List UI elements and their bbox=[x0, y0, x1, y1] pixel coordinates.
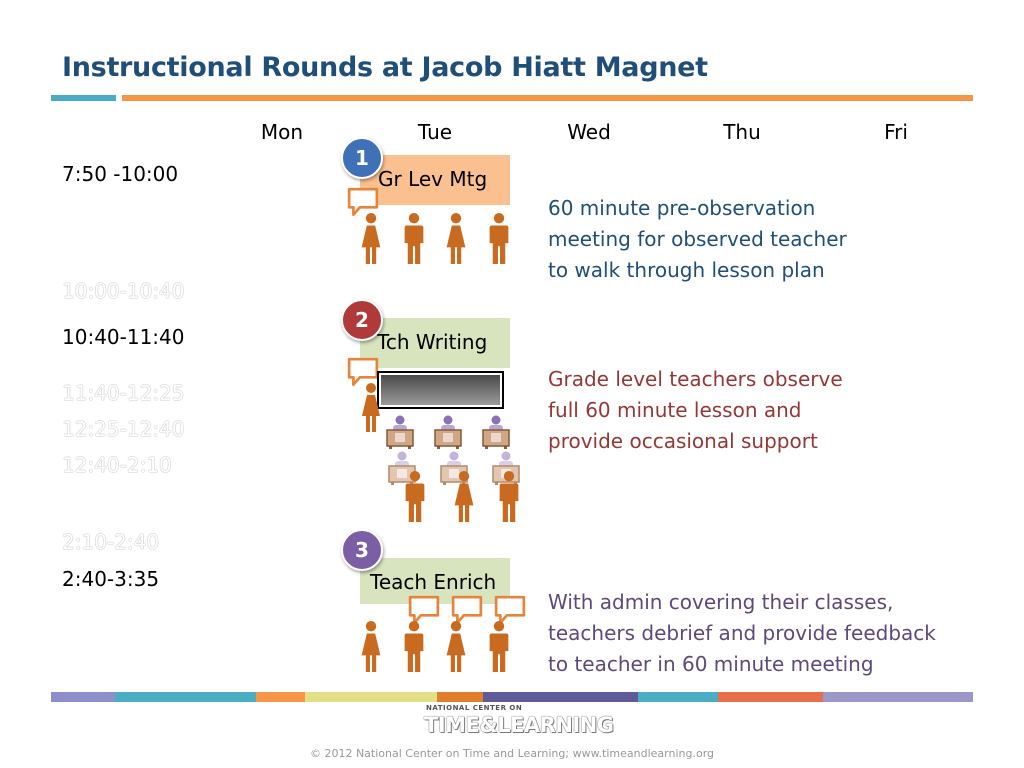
speech-bubble-icon bbox=[349, 359, 377, 385]
student-icon bbox=[483, 416, 509, 450]
logo-subtitle: NATIONAL CENTER ON bbox=[426, 704, 523, 712]
ntl-logo bbox=[424, 704, 614, 742]
footer-bar-segment bbox=[437, 692, 483, 702]
footer-bar-segment bbox=[115, 692, 256, 702]
footer-bar-segment bbox=[823, 692, 973, 702]
step-badge-3: 3 bbox=[341, 529, 383, 571]
copyright-notice: © 2012 National Center on Time and Learning; www.timeandlearning.org bbox=[309, 747, 715, 760]
description-line: Grade level teachers observe bbox=[548, 367, 843, 391]
time-slot-faded: 12:25-12:40 bbox=[62, 417, 185, 441]
slide-title: Instructional Rounds at Jacob Hiatt Magnet bbox=[62, 52, 708, 83]
description-line: teachers debrief and provide feedback bbox=[548, 621, 936, 645]
meeting-illustration bbox=[345, 185, 520, 270]
teacher-icon bbox=[405, 213, 424, 264]
day-header-wed: Wed bbox=[567, 120, 611, 144]
day-header-mon: Mon bbox=[260, 120, 304, 144]
student-icon bbox=[389, 452, 415, 486]
teacher-icon bbox=[490, 213, 509, 264]
time-slot-faded: 11:40-12:25 bbox=[62, 381, 185, 405]
description-line: full 60 minute lesson and bbox=[548, 398, 802, 422]
description-line: to teacher in 60 minute meeting bbox=[548, 652, 874, 676]
teacher-icon bbox=[362, 213, 381, 264]
step-description-3 bbox=[548, 587, 936, 680]
step-badge-2: 2 bbox=[341, 299, 383, 341]
teacher-icon bbox=[405, 621, 424, 672]
day-header-tue: Tue bbox=[417, 120, 453, 144]
description-line: With admin covering their classes, bbox=[548, 590, 894, 614]
footer-bar-segment bbox=[718, 692, 823, 702]
time-slot-faded: 10:00-10:40 bbox=[62, 279, 185, 303]
time-slot-faded: 12:40-2:10 bbox=[62, 453, 172, 477]
classroom-illustration bbox=[345, 355, 520, 525]
footer-color-bar bbox=[51, 692, 973, 702]
description-line: 60 minute pre-observation bbox=[548, 196, 816, 220]
step-description-1 bbox=[548, 193, 847, 286]
speech-bubble-icon bbox=[410, 597, 438, 623]
title-rule-accent bbox=[51, 95, 116, 101]
description-line: to walk through lesson plan bbox=[548, 258, 825, 282]
time-slot: 7:50 -10:00 bbox=[62, 162, 179, 186]
title-rule bbox=[122, 95, 973, 101]
teacher-icon bbox=[447, 213, 466, 264]
footer-bar-segment bbox=[51, 692, 115, 702]
speech-bubble-icon bbox=[496, 597, 524, 623]
step-badge-1: 1 bbox=[341, 137, 383, 179]
logo-wordmark: TIME&LEARNING bbox=[424, 713, 614, 737]
speech-bubble-icon bbox=[453, 597, 481, 623]
debrief-illustration bbox=[345, 595, 535, 675]
teacher-icon bbox=[447, 621, 466, 672]
student-icon bbox=[387, 416, 413, 450]
student-icon bbox=[435, 416, 461, 450]
description-line: provide occasional support bbox=[548, 429, 818, 453]
whiteboard bbox=[381, 375, 500, 405]
speech-bubble-icon bbox=[349, 189, 377, 215]
time-slot-faded: 2:10-2:40 bbox=[62, 530, 160, 554]
step-description-2 bbox=[548, 364, 843, 457]
footer-bar-segment bbox=[483, 692, 638, 702]
time-slot: 2:40-3:35 bbox=[62, 567, 160, 591]
footer-bar-segment bbox=[256, 692, 305, 702]
time-slot: 10:40-11:40 bbox=[62, 325, 185, 349]
footer-bar-segment bbox=[305, 692, 437, 702]
teacher-icon bbox=[362, 621, 381, 672]
event-label: Gr Lev Mtg bbox=[378, 167, 488, 191]
event-label: Tch Writing bbox=[377, 330, 488, 354]
teacher-icon bbox=[490, 621, 509, 672]
event-label: Teach Enrich bbox=[370, 570, 497, 594]
footer-bar-segment bbox=[638, 692, 718, 702]
day-header-fri: Fri bbox=[884, 120, 908, 144]
description-line: meeting for observed teacher bbox=[548, 227, 847, 251]
day-header-thu: Thu bbox=[723, 120, 761, 144]
